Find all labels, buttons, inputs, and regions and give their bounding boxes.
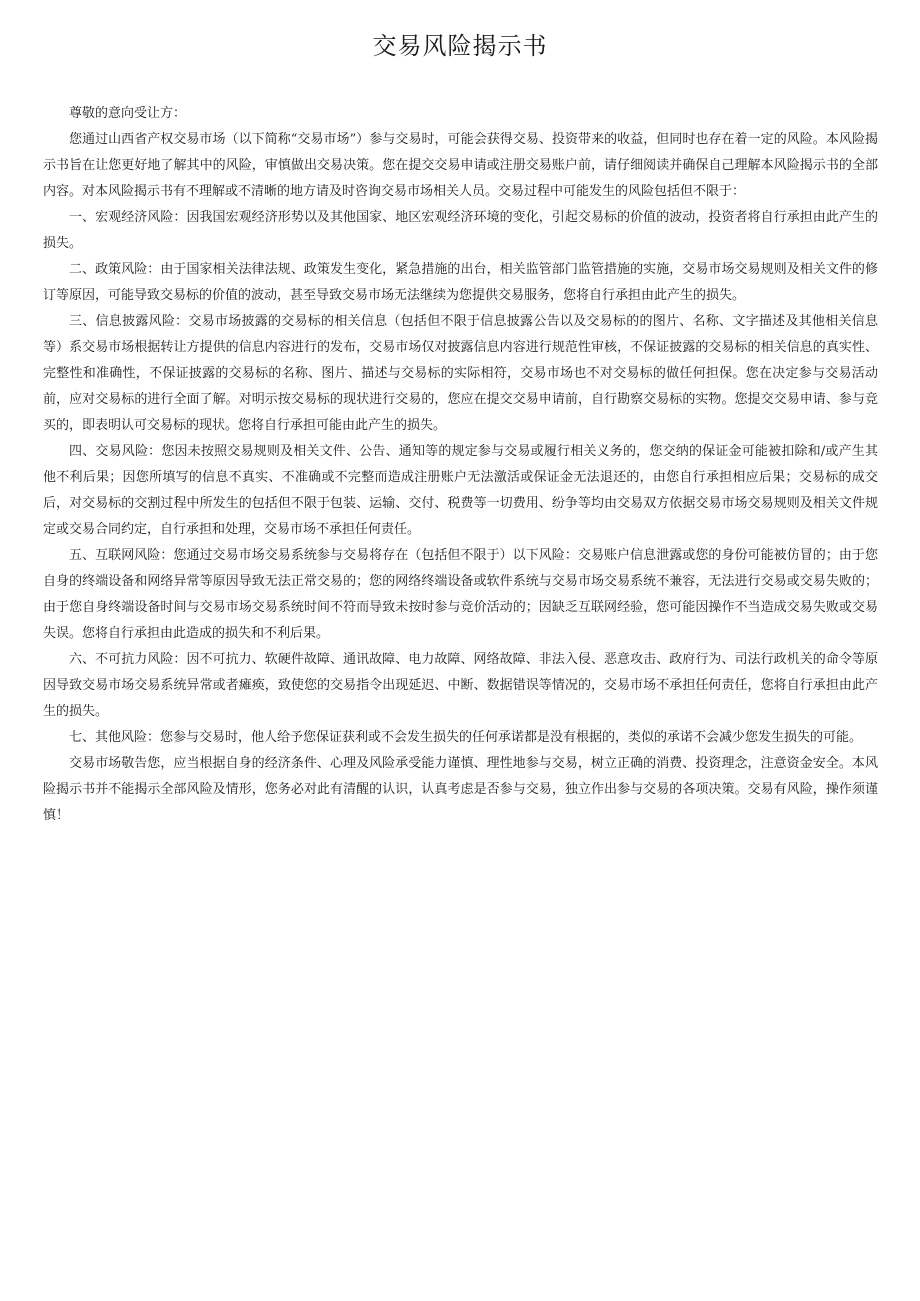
document-body: [43, 101, 878, 829]
document-title: 交易风险揭示书: [372, 32, 548, 60]
risk-item-macroeconomic: 一、宏观经济风险：因我国宏观经济形势以及其他国家、地区宏观经济环境的变化，引起交易标的价值的波动，投资者将自行承担由此产生的损失。: [43, 210, 878, 251]
risk-item-trading: 四、交易风险：您因未按照交易规则及相关文件、公告、通知等的规定参与交易或履行相关义务的，您交纳的保证金可能被扣除和/或产生其他不利后果；因您所填写的信息不真实、不准确或不完整而造成注册账户无法激活或保证金无法退还的，由您自行承担相应后果；交易标的成交后，对交易标的交割过程中所发生的包括但不限于包装、运输、交付、税费等一切费用、纷争等均由交易双方依据交易市场交易规则及相关文件规定或交易合同约定，自行承担和处理，交易市场不承担任何责任。: [43, 444, 878, 537]
risk-item-other: 七、其他风险：您参与交易时，他人给予您保证获利或不会发生损失的任何承诺都是没有根据的，类似的承诺不会减少您发生损失的可能。: [69, 730, 863, 745]
risk-item-disclosure: 三、信息披露风险：交易市场披露的交易标的相关信息（包括但不限于信息披露公告以及交易标的的图片、名称、文字描述及其他相关信息等）系交易市场根据转让方提供的信息内容进行的发布，交易市场仅对披露信息内容进行规范性审核，不保证披露的交易标的相关信息的真实性、完整性和准确性，不保证披露的交易标的名称、图片、描述与交易标的实际相符，交易市场也不对交易标的做任何担保。您在决定参与交易活动前，应对交易标的进行全面了解。对明示按交易标的现状进行交易的，您应在提交交易申请前，自行勘察交易标的实物。您提交交易申请、参与竞买的，即表明认可交易标的现状。您将自行承担可能由此产生的损失。: [43, 314, 878, 433]
risk-item-internet: 五、互联网风险：您通过交易市场交易系统参与交易将存在（包括但不限于）以下风险：交易账户信息泄露或您的身份可能被仿冒的；由于您自身的终端设备和网络异常等原因导致无法正常交易的；您的网络终端设备或软件系统与交易市场交易系统不兼容，无法进行交易或交易失败的；由于您自身终端设备时间与交易市场交易系统时间不符而导致未按时参与竞价活动的；因缺乏互联网经验，您可能因操作不当造成交易失败或交易失误。您将自行承担由此造成的损失和不利后果。: [43, 548, 878, 641]
intro-paragraph: 您通过山西省产权交易市场（以下简称“交易市场”）参与交易时，可能会获得交易、投资带来的收益，但同时也存在着一定的风险。本风险揭示书旨在让您更好地了解其中的风险，审慎做出交易决策。您在提交交易申请或注册交易账户前，请仔细阅读并确保自己理解本风险揭示书的全部内容。对本风险揭示书有不理解或不清晰的地方请及时咨询交易市场相关人员。交易过程中可能发生的风险包括但不限于：: [43, 132, 878, 199]
risk-item-force-majeure: 六、不可抗力风险：因不可抗力、软硬件故障、通讯故障、电力故障、网络故障、非法入侵、恶意攻击、政府行为、司法行政机关的命令等原因导致交易市场交易系统异常或者瘫痪，致使您的交易指令出现延迟、中断、数据错误等情况的，交易市场不承担任何责任，您将自行承担由此产生的损失。: [43, 652, 878, 719]
closing-paragraph: 交易市场敬告您，应当根据自身的经济条件、心理及风险承受能力谨慎、理性地参与交易，树立正确的消费、投资理念，注意资金安全。本风险揭示书并不能揭示全部风险及情形，您务必对此有清醒的认识，认真考虑是否参与交易，独立作出参与交易的各项决策。交易有风险，操作须谨慎！: [43, 756, 878, 823]
salutation: 尊敬的意向受让方：: [69, 106, 187, 121]
risk-item-policy: 二、政策风险：由于国家相关法律法规、政策发生变化，紧急措施的出台，相关监管部门监管措施的实施，交易市场交易规则及相关文件的修订等原因，可能导致交易标的价值的波动，甚至导致交易市场无法继续为您提供交易服务，您将自行承担由此产生的损失。: [43, 262, 878, 303]
